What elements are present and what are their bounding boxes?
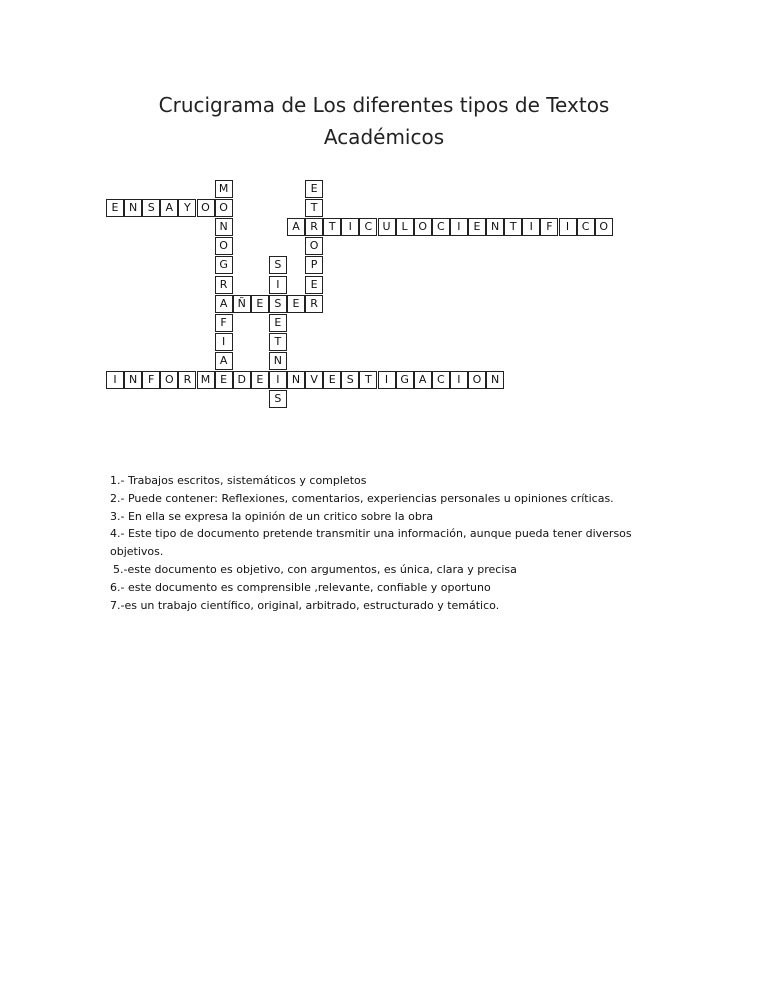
crossword-cell: F <box>215 314 233 332</box>
crossword-cell: O <box>414 218 432 236</box>
crossword-cell: S <box>269 295 287 313</box>
crossword-cell: N <box>486 371 504 389</box>
crossword-cell: R <box>178 371 196 389</box>
crossword-cell: I <box>269 276 287 294</box>
crossword-cell: N <box>215 218 233 236</box>
crossword-cell: E <box>251 371 269 389</box>
crossword-cell: R <box>215 276 233 294</box>
crossword-cell: E <box>269 314 287 332</box>
crossword-cell: I <box>450 218 468 236</box>
crossword-cell: N <box>124 199 142 217</box>
crossword-cell: I <box>522 218 540 236</box>
clue-7: 7.-es un trabajo científico, original, arbitrado, estructurado y temático. <box>110 598 500 612</box>
clue-list <box>110 472 670 614</box>
crossword-cell: Y <box>178 199 196 217</box>
crossword-cell: G <box>215 256 233 274</box>
crossword-cell: A <box>160 199 178 217</box>
crossword-cell: L <box>396 218 414 236</box>
crossword-cell: U <box>378 218 396 236</box>
crossword-cell: I <box>106 371 124 389</box>
page-title-line-2: Académicos <box>323 125 445 149</box>
clue-3: 3.- En ella se expresa la opinión de un critico sobre la obra <box>110 509 434 523</box>
crossword-cell: N <box>269 352 287 370</box>
clue-6: 6.- este documento es comprensible ,relevante, confiable y oportuno <box>110 580 491 594</box>
crossword-cell: E <box>287 295 305 313</box>
crossword-cell: C <box>577 218 595 236</box>
crossword-cell: T <box>359 371 377 389</box>
crossword-cell: E <box>468 218 486 236</box>
crossword-cell: Ñ <box>233 295 251 313</box>
crossword-cell: O <box>160 371 178 389</box>
crossword-cell: I <box>559 218 577 236</box>
page-title-line-1: Crucigrama de Los diferentes tipos de Textos <box>158 93 610 117</box>
crossword-cell: O <box>468 371 486 389</box>
crossword-cell: I <box>450 371 468 389</box>
crossword-cell: N <box>486 218 504 236</box>
crossword-cell: T <box>305 199 323 217</box>
crossword-cell: N <box>124 371 142 389</box>
crossword-cell: A <box>287 218 305 236</box>
crossword-cell: I <box>215 333 233 351</box>
crossword-cell: M <box>215 180 233 198</box>
clue-2: 2.- Puede contener: Reflexiones, comentarios, experiencias personales u opiniones críticas. <box>110 491 614 505</box>
crossword-cell: R <box>305 218 323 236</box>
crossword-cell: I <box>341 218 359 236</box>
crossword-cell: O <box>595 218 613 236</box>
crossword-cell: E <box>305 180 323 198</box>
crossword-cell: S <box>142 199 160 217</box>
crossword-cell: A <box>414 371 432 389</box>
clue-5: 5.-este documento es objetivo, con argumentos, es única, clara y precisa <box>113 562 517 576</box>
crossword-cell: E <box>323 371 341 389</box>
crossword-cell: E <box>305 276 323 294</box>
crossword-cell: E <box>251 295 269 313</box>
crossword-cell: S <box>269 390 287 408</box>
crossword-cell: O <box>197 199 215 217</box>
crossword-cell: V <box>305 371 323 389</box>
crossword-cell: S <box>341 371 359 389</box>
crossword-cell: D <box>233 371 251 389</box>
crossword-cell: M <box>197 371 215 389</box>
crossword-cell: G <box>396 371 414 389</box>
clue-4: 4.- Este tipo de documento pretende transmitir una información, aunque pueda tener diversos objetivos. <box>110 527 632 559</box>
crossword-cell: T <box>269 333 287 351</box>
crossword-cell: C <box>432 218 450 236</box>
crossword-cell: C <box>432 371 450 389</box>
crossword-cell: I <box>269 371 287 389</box>
crossword-cell: A <box>215 352 233 370</box>
crossword-cell: O <box>305 237 323 255</box>
crossword-cell: I <box>378 371 396 389</box>
crossword-cell: E <box>106 199 124 217</box>
clue-1: 1.- Trabajos escritos, sistemáticos y completos <box>110 474 367 487</box>
crossword-cell: F <box>540 218 558 236</box>
crossword-cell: F <box>142 371 160 389</box>
crossword-cell: T <box>323 218 341 236</box>
crossword-cell: C <box>359 218 377 236</box>
crossword-cell: T <box>504 218 522 236</box>
crossword-cell: S <box>269 256 287 274</box>
crossword-cell: E <box>215 371 233 389</box>
crossword-cell: R <box>305 295 323 313</box>
crossword-cell: A <box>215 295 233 313</box>
crossword-cell: O <box>215 199 233 217</box>
crossword-cell: P <box>305 256 323 274</box>
crossword-cell: O <box>215 237 233 255</box>
crossword-cell: N <box>287 371 305 389</box>
